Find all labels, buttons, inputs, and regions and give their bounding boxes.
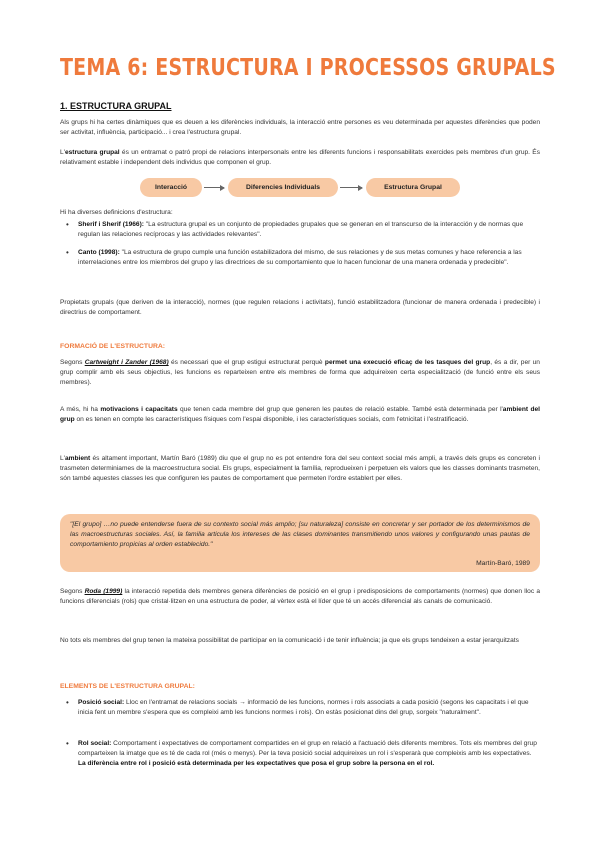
bullet-icon: • — [66, 698, 69, 707]
section-heading-formacio: FORMACIÓ DE L'ESTRUCTURA: — [60, 343, 166, 350]
paragraph-ambient — [60, 454, 540, 484]
definition-text: "La estructura grupal es un conjunto de propiedades grupales que se generan en el transcurso de la interacción y de normas que regulan las relaciones recíprocas y las actividades relevantes". — [78, 221, 524, 238]
bullet-icon: • — [66, 248, 69, 257]
paragraph-defs-intro: Hi ha diverses definicions d'estructura: — [60, 209, 173, 216]
section-heading-elements: ELEMENTS DE L'ESTRUCTURA GRUPAL: — [60, 683, 195, 690]
text-fragment: és necessari que el grup estigui estructurat perquè — [168, 359, 325, 366]
bold-term: ambient — [64, 455, 91, 462]
bullet-icon: • — [66, 220, 69, 229]
definition-item — [66, 248, 540, 268]
bold-conclusion: La diferència entre rol i posició està determinada per les expectatives que posa el grup sobre la persona en el rol. — [78, 760, 435, 767]
text-fragment: A més, hi ha — [60, 406, 101, 413]
flow-diagram — [140, 178, 460, 198]
quote-author: Martín-Baró, 1989 — [476, 560, 530, 567]
arrow-icon — [340, 187, 362, 188]
element-text: Lloc en l'entramat de relacions socials → informació de les funcions, normes i rols associats a cada posició (segons les capacitats i el que inicia fent un membre s'espera que es compleixi amb les funcions normes i rols). On estàs posicionat dins del grup, sorgeix "naturalment". — [78, 699, 529, 716]
element-item — [66, 739, 540, 769]
flow-step-interaccio: Interacció — [140, 178, 202, 197]
bold-term: estructura grupal — [64, 149, 120, 156]
text-fragment: , és a dir, per un grup complir amb els seus objectius, les funcions es reparteixen entre els membres de forma que adquireixen certa especialització (de funció entre els seus membres). — [60, 359, 540, 386]
paragraph-motivacions — [60, 405, 540, 425]
text-fragment: és altament important, Martín Baró (1989) diu que el grup no es pot entendre fora del seu context social més ampli, a través dels grups es concreten i trasmeten determiniames de la macroestructura social. Els grups, especialment la família, reprodueixen i perpetuen els valors que les classes dominants trasmeten, són també aquestes classes les que configuren les pautes de comportament que permeten l'ordre establert per elles. — [60, 455, 540, 482]
bold-term: permet una execució eficaç de les tasques del grup — [324, 359, 491, 366]
element-name: Posició social: — [78, 699, 125, 706]
paragraph-properties: Propietats grupals (que deriven de la interacció), normes (que regulen relacions i activitats), funció estabilitzadora (funcionar de manera ordenada i predecible) i directrius de comportament. — [60, 299, 540, 316]
text-fragment: on es tenen en compte les característiques físiques com l'espai disponible, i les característiques socials, com l'etnicitat i l'estratificació. — [74, 416, 469, 423]
definition-author: Sherif i Sherif (1966): — [78, 221, 144, 228]
quote-text: "[El grupo] …no puede entenderse fuera de su contexto social más amplio; [su naturaleza] consiste en concretar y ser portador de los determinismos de las macroestructuras sociales. Así, la familia articula los intereses de las clases dominantes transmitiendo unos valores y configurando unas pautas de comportamiento propicias al orden establecido." — [70, 521, 530, 548]
quote-box — [60, 514, 540, 572]
flow-step-diferencies: Diferencies Individuals — [228, 178, 338, 197]
citation-reference: Cartweight i Zander (1968) — [84, 359, 169, 366]
paragraph-jerarquia: No tots els membres del grup tenen la mateixa possibilitat de participar en la comunicació i de tenir influència; ja que els grups tendeixen a estar jerarquitzats — [60, 637, 519, 644]
flow-step-estructura: Estructura Grupal — [366, 178, 460, 197]
text-fragment: L' — [60, 149, 65, 156]
element-name: Rol social: — [78, 740, 112, 747]
paragraph-cartweight — [60, 358, 540, 388]
page-title: TEMA 6: ESTRUCTURA I PROCESSOS GRUPALS — [60, 55, 556, 81]
section-heading-estructura: 1. ESTRUCTURA GRUPAL — [60, 101, 172, 111]
text-fragment: la interacció repetida dels membres genera diferències de posició en el grup i predisposicions de comportaments (normes) que donen lloc a funcions diferencials (rols) que cristal·litzen en una estructura de poder, al vèrtex està el líder que té un accés diferencial als canals de comunicació. — [60, 588, 540, 605]
paragraph-roda — [60, 587, 540, 607]
bold-term: motivacions i capacitats — [100, 406, 178, 413]
text-fragment: Segons — [60, 359, 85, 366]
text-fragment: L' — [60, 455, 65, 462]
text-fragment: és un entramat o patró propi de relacions interpersonals entre les diferents funcions i responsabilitats exercides pels membres d'un grup. És relativament estable i independent dels individus que componen el grup. — [60, 149, 541, 166]
definition-text: "La estructura de grupo cumple una función estabilizadora del mismo, de sus relaciones y de sus metas comunes y hace referencia a las interrelaciones entre los miembros del grupo y las directrices de su comportamiento que lo hacen funcionar de una manera ordenada y predecible". — [78, 249, 522, 266]
bold-term: ambient del grup — [60, 406, 540, 423]
text-fragment: que tenen cada membre del grup que generen les pautes de relació estable. També està determinada per l' — [177, 406, 503, 413]
text-fragment: Segons — [60, 588, 85, 595]
citation-reference: Roda (1999) — [84, 588, 123, 595]
arrow-icon — [204, 187, 224, 188]
element-item — [66, 698, 540, 718]
definition-item — [66, 220, 540, 240]
element-text: Comportament i expectatives de comportament compartides en el grup en relació a l'actuació dels diferents membres. Tots els membres del grup comparteixen la imatge que es té de cada rol (més o menys). Per la teva posició social adquireixes un rol i s'esperarà que compleixis amb les expectatives. — [78, 740, 537, 757]
paragraph-definition — [60, 148, 540, 168]
paragraph-intro: Als grups hi ha certes dinàmiques que es deuen a les diferències individuals, la interacció entre persones es veu determinada per aquestes diferències que poden ser activitat, influència, participació... i crea l'estructura grupal. — [60, 119, 540, 136]
bullet-icon: • — [66, 739, 69, 748]
definition-author: Canto (1998): — [78, 249, 120, 256]
